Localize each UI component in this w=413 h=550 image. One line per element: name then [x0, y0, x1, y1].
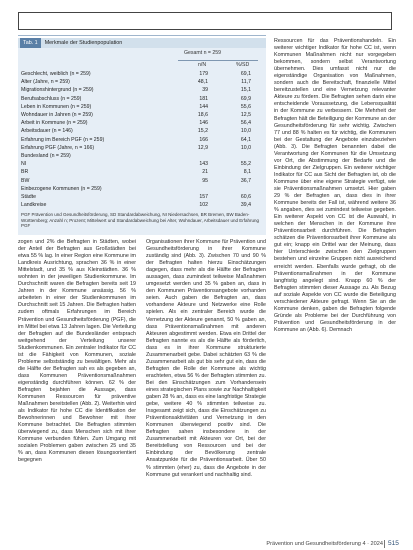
- table-cell-n: 95: [202, 177, 208, 184]
- header-rule: [18, 35, 266, 36]
- table-row: [18, 145, 266, 153]
- table-label: Tab. 1: [20, 38, 41, 48]
- table-group-header: Gesamt n = 259: [184, 50, 222, 56]
- body-column-2-paragraph: Organisationen ihrer Kommune für Prävention und Gesundheitsförderung in ihrer Kommune zuständig sind (Abb. 3). Zwischen 70 und 90 % der Befragten halten hierzu Einschätzungen dagegen, dass mehr als die Hälfte der Befragten aussagen, dass zumindest teilweise Maßnahmen umgesetzt werden und 35 % gaben an, dass in den Kommunen Präventionsangebote vorhanden seien. Auch gaben die Befragten an, dass vorhandene Akteure und Netzwerke eine Rolle spielen. Als ein zentraler Bereich wurde die Vernetzung der Akteure genannt, 50 % gaben an, dass Präventionsmaßnahmen mit anderen Akteuren abgestimmt werden. Etwa ein Drittel der Befragten nannte es als die Hälfte als förderlich, dass es in ihrer Kommune strukturierte Zusammenarbeit gebe. Dabei schätzten 63 % die Zusammenarbeit als gut bis sehr gut ein, dass die Befragten die Rolle der Kommune als wichtig erachteten, etwa 56 % der Befragten stimmten zu. Bei den Einschätzungen zum Vorhandensein eines strategischen Plans sowie zur Nachhaltigkeit gaben 28 % an, dass es eine langfristige Strategie gebe, weitere 40 % stimmten teilweise zu. Insgesamt zeigt sich, dass die Einschätzungen zu Präventionsaktivitäten und Vernetzung in den Kommunen überwiegend positiv sind. Die Befragten sahen insbesondere in der Zusammenarbeit mit Akteuren vor Ort, bei der Bereitstellung von Ressourcen und bei der Einbindung der Bevölkerung zentrale Ansatzpunkte für die Präventionsarbeit. Über 50 % stimmten (eher) zu, dass die Angebote in der Kommune gut verankert und nachhaltig sind.: [146, 239, 266, 478]
- table-cell-label: Städte: [21, 194, 36, 200]
- table-row: [18, 137, 266, 145]
- table-col-n: n/N: [198, 62, 207, 68]
- table-row: [18, 186, 266, 194]
- table-cell-pct: 11,7: [241, 79, 251, 86]
- body-column-2: [146, 239, 266, 535]
- table-row: [18, 112, 266, 120]
- table-cell-n: 143: [199, 161, 208, 168]
- table-row: [18, 194, 266, 202]
- table-cell-n: 181: [199, 95, 208, 102]
- table-row: [18, 71, 266, 79]
- table-cell-n: 21: [202, 169, 208, 176]
- table-cell-n: 179: [199, 71, 208, 77]
- table-cell-label: Alter (Jahre, n = 259): [21, 79, 70, 86]
- table-cell-n: 102: [199, 202, 208, 209]
- data-table: [18, 38, 266, 235]
- table-cell-n: 18,6: [197, 112, 208, 118]
- table-cell-pct: 15,1: [240, 87, 251, 94]
- body-column-1-paragraph: zogen und 2% die Befragten in Städten, wobei der Anteil der Befragten aus Großstädten bei etwa 55 % lag. In einer Region eine Kommune im Landkreis Ausrichtung, sprachen 36 % in einer Mittelstadt, und 35 % aus Kleinstädten. 36 % wohnten in der jeweiligen Studienkommune. Im Durchschnitt waren die Befragten bereits seit 19 Jahren in der Kommune ansässig. 56 % arbeiteten in einer der Studienkommunen im Durchschnitt seit 15 Jahren. Die Befragten hatten zudem oftmals Erfahrungen im Bereich Prävention und Gesundheitsförderung (PGF), die im Mittel bei etwa 13 Jahren lagen. Die Verteilung der Befragten auf die Bundesländer entsprach weitgehend der Verteilung unserer Studienkommunen. Ein zentraler Indikator für CC ist die Fähigkeit von Kommunen, soziale Probleme selbstständig zu bewältigen. Mehr als die Hälfte der Befragten sah es als gegeben an, dass Kommunen Präventionsmaßnahmen eigenständig durchführen können. 62 % der Befragten bejahten die Aussage, dass Kommunen Ressourcen für präventive Maßnahmen bereitstellen (Abb. 2). Weiterhin wird als Indikator für hohe CC die Identifikation der Bewohnerinnen und Bewohner mit ihrer Kommune betrachtet. Die Befragten stimmten überwiegend zu, dass Menschen sich mit ihrer Kommune verbunden fühlen. Zum Umgang mit sozialen Problemen gaben zwischen 25 und 35 % an, dass Kommunen diesen lösungsorientiert begegnen: [18, 239, 136, 464]
- page-number: 515: [388, 540, 399, 547]
- table-cell-pct: 36,7: [240, 177, 251, 184]
- table-cell-pct: 69,1: [240, 71, 251, 77]
- table-cell-label: Geschlecht, weiblich (n = 259): [21, 71, 91, 77]
- table-row: [18, 87, 266, 95]
- body-column-1: [18, 239, 136, 535]
- table-cell-pct: 64,1: [240, 136, 251, 143]
- table-row: [18, 161, 266, 169]
- table-footnote: PGF Prävention und Gesundheitsförderung, SD Standardabweichung, NI Niedersachsen, BR Bremen, BW Baden-Württemberg; Anzahl n; Prozent; Mittelwert und Standardabweichung bei Alter, Wohndauer, Arbeitsdauer und Erfahrung PGF: [21, 212, 260, 229]
- table-title-bar: [18, 38, 266, 48]
- table-cell-label: Migrationshintergrund (n = 259): [21, 87, 94, 94]
- table-cell-pct: 39,4: [240, 202, 251, 209]
- table-cell-n: 12,9: [197, 144, 208, 151]
- table-cell-n: 144: [199, 103, 208, 110]
- table-cell-pct: 8,1: [243, 169, 251, 176]
- table-cell-label: Erfahrung PGF (Jahre, n = 166): [21, 144, 95, 151]
- table-cell-n: 146: [199, 120, 208, 127]
- table-cell-label: Berufsabschluss (n = 259): [21, 95, 82, 102]
- right-column-paragraph: Ressourcen für das Präventionshandeln. Ein weiterer wichtiger Indikator für hohe CC ist, wenn Kommunen Maßnahmen nicht nur vorgegeben bekommen, sondern selbst Verantwortung übernehmen. Dies umfasst nicht nur die eigenständige Organisation von Maßnahmen, sondern auch die Bereitschaft, finanzielle Mittel bereitzustellen und eine Vernetzung relevanter Akteure zu fördern. Die Befragten sehen darin eine entscheidende Voraussetzung, die Lebensqualität in der Kommune zu verbessern. Die Mehrheit der Befragten hält die Beteiligung der Kommune an der Gesundheitsförderung für sehr wichtig. Zwischen 77 und 88 % halten es für wichtig, die Kommunen bei der Gestaltung der Angebote einzubeziehen (Abb. 3). Die Befragten benannten dabei die Verantwortung der Kommunen für die Umsetzung vor Ort, die Abstimmung der Bedarfe und die Einbindung der Zielgruppen. Ein weiterer wichtiger Indikator für CC aus Sicht der Befragten ist, ob die Kommune über eine eigene Strategie verfügt, wie sie Präventionsmaßnahmen umsetzt. Hier gaben 29 % der Befragten an, dass dies in ihrer Kommune bereits der Fall ist, während weitere 36 % angaben, dies sei zumindest teilweise gegeben. Ein weiterer Aspekt von CC ist die Auswahl, in welchen der Menschen in der Kommune ihre Präventionsarbeit durchführen. Die Befragten schätzen die Präventionsarbeit ihrer Kommune als gut ein; knapp ein Drittel war der Meinung, dass hier Unterschiede zwischen den Zielgruppen bestehen und einzelne Gruppen nicht ausreichend erreicht werden. Ebenfalls wurde gefragt, ob die Präventionsmaßnahmen in der Kommune langfristig angelegt sind. Knapp 60 % der Befragten stimmten dieser Aussage zu. Als Bezug auf soziale Aspekte von CC wurde die Beteiligung verschiedener Akteure gefragt. Wenn Sie an die Kommune denken, gaben die Befragten folgende Gründe als Probleme bei der Durchführung von Prävention und Gesundheitsförderung in der Kommune an (Abb. 6). Demnach: [274, 38, 396, 333]
- table-header-rule: [178, 60, 258, 61]
- table-row: [18, 202, 266, 210]
- table-cell-label: BW: [21, 177, 30, 184]
- table-cell-label: Landkreise: [21, 202, 47, 209]
- table-cell-n: 157: [199, 194, 208, 200]
- table-col-pct: %/SD: [236, 62, 250, 68]
- table-cell-label: Bundesland (n = 259): [21, 153, 71, 159]
- table-row: [18, 104, 266, 112]
- table-cell-pct: 55,6: [240, 103, 251, 110]
- footer-separator: [384, 540, 385, 548]
- table-cell-label: Leben in Kommunen (n = 259): [21, 103, 92, 110]
- table-row: [18, 79, 266, 87]
- table-row: [18, 178, 266, 186]
- table-cell-n: 166: [199, 136, 208, 143]
- table-cell-pct: 55,2: [240, 161, 251, 168]
- table-row: [18, 169, 266, 177]
- table-cell-label: Erfahrung im Bereich PGF (n = 259): [21, 136, 105, 143]
- table-cell-label: Arbeitsdauer (n = 146): [21, 128, 73, 135]
- table-cell-label: NI: [21, 161, 27, 168]
- table-row: [18, 96, 266, 104]
- journal-footer: Prävention und Gesundheitsförderung 4 · 2024: [266, 541, 383, 547]
- table-row: [18, 153, 266, 161]
- table-cell-pct: 12,5: [240, 112, 251, 118]
- table-cell-label: Wohndauer in Jahren (n = 259): [21, 112, 93, 118]
- right-column-text: [274, 38, 396, 535]
- table-cell-pct: 10,0: [240, 144, 251, 151]
- table-cell-pct: 69,9: [240, 95, 251, 102]
- table-cell-label: Arbeit in Kommune (n = 259): [21, 120, 88, 127]
- running-header-box: [18, 12, 392, 30]
- table-cell-pct: 10,0: [240, 128, 251, 135]
- table-title: Merkmale der Studienpopulation: [44, 40, 123, 46]
- table-cell-n: 48,1: [197, 79, 208, 86]
- table-cell-label: BR: [21, 169, 29, 176]
- table-row: [18, 120, 266, 128]
- table-cell-n: 39: [202, 87, 208, 94]
- table-cell-label: Einbezogene Kommunen (n = 259): [21, 185, 102, 192]
- table-cell-pct: 60,6: [240, 194, 251, 200]
- table-row: [18, 128, 266, 136]
- table-cell-pct: 56,4: [240, 120, 251, 127]
- table-cell-n: 15,2: [197, 128, 208, 135]
